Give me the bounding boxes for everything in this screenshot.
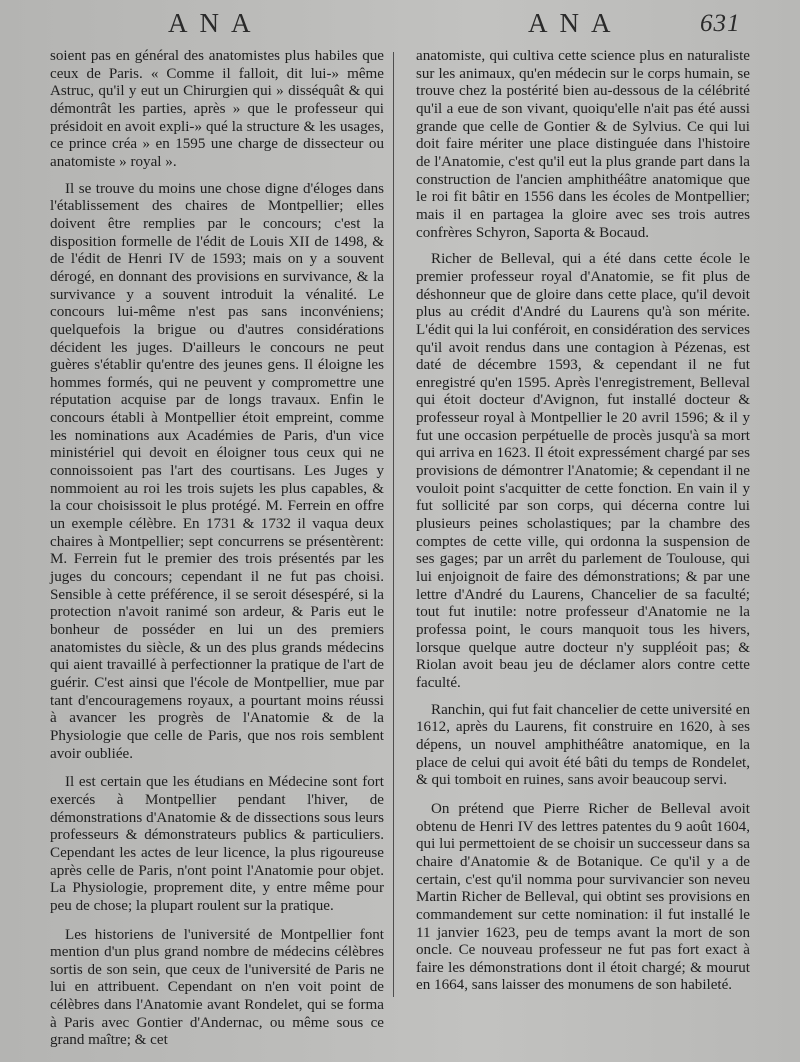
left-column (50, 48, 384, 1050)
right-paragraph-4: On prétend que Pierre Richer de Belleval avoit obtenu de Henri IV des lettres patentes du 9 août 1604, qui lui permettoient de se choisir un successeur dans sa chaire d'Anatomie & de Botanique. Ce qu'il y a de certain, c'est qu'il nomma pour survivancier son neveu Martin Richer de Belleval, qui obtint ses provisions en commandement sur cette nomination: il fut installé le 11 janvier 1623, peu de temps avant la mort de son oncle. Ce nouveau professeur ne fut pas fort exact à faire les démonstrations dont il étoit chargé; & mourut en 1664, sans laisser des monumens de son habileté. (416, 800, 750, 994)
header-left-title: ANA (168, 8, 263, 38)
left-paragraph-4: Les historiens de l'université de Montpellier font mention d'un plus grand nombre de médecins célèbres sortis de son sein, que ceux de l'université de Paris ne lui en attribuent. Cependant on n'en voit point de célèbres dans l'Anatomie avant Rondelet, qui se forma à Paris avec Gontier d'Andernac, ou même sous ce grand maître; & cet (50, 926, 384, 1049)
column-divider (393, 52, 394, 997)
right-paragraph-2: Richer de Belleval, qui a été dans cette école le premier professeur royal d'Anatomie, se fit plus de déshonneur que de gloire dans cette place, qu'il devoit plus au crédit d'André du Laurens qu'à son mérite. L'édit qui la lui conféroit, en considération des services qu'il avoit rendus dans une contagion à Pézenas, est daté de décembre 1593, & cependant il ne fut enregistré qu'en 1595. Après l'enregistrement, Belleval qui étoit docteur d'Avignon, fut installé docteur & professeur royal à Montpellier le 20 avril 1596; & il y fut une occasion perpétuelle de procès jusqu'à sa mort qui arriva en 1623. Il étoit expressément chargé par ses provisions de démontrer l'Anatomie; & cependant il ne vouloit point s'acquitter de cette fonction. En vain il y fut sollicité par son corps, qui décerna contre lui plusieurs peines scholastiques; par la chambre des comptes de cette ville, qui ordonna la suspension de ses gages; par un arrêt du parlement de Toulouse, qui lui enjoignoit de faire des démonstrations; & par une lettre d'André du Laurens, Chancelier de sa faculté; tout fut inutile: notre professeur d'Anatomie ne la professa point, le cours manquoit tous les hivers, lorsque quelque autre docteur n'y suppléoit pas; & Riolan avoit beau jeu de déclamer alors contre cette faculté. (416, 251, 750, 691)
running-header (0, 8, 800, 46)
left-paragraph-3: Il est certain que les étudians en Médecine sont fort exercés à Montpellier pendant l'hiver, de démonstrations d'Anatomie & de dissections sous leurs professeurs & démonstrateurs publics & particuliers. Cependant les actes de leur licence, la plus rigoureuse après celle de Paris, n'ont point l'Anatomie pour objet. La Physiologie, proprement dite, y entre même pour peu de chose; la plupart roulent sur la pratique. (50, 774, 384, 914)
right-paragraph-3: Ranchin, qui fut fait chancelier de cette université en 1612, après du Laurens, fit construire en 1620, à ses dépens, un nouvel amphithéâtre anatomique, en la place de celui qui avoit été bâti du temps de Rondelet, & qui tomboit en ruines, sans avoir beaucoup servi. (416, 701, 750, 789)
left-paragraph-1: soient pas en général des anatomistes plus habiles que ceux de Paris. « Comme il falloit, dit lui-» même Astruc, qu'il y eut un Chirurgien qui » disséquât & qui démontrât les parties, après » que le professeur qui présidoit en avoit expli-» qué la structure & les usages, ce prince créa » en 1595 une charge de dissecteur ou anatomiste » royal ». (50, 48, 384, 170)
right-paragraph-1: anatomiste, qui cultiva cette science plus en naturaliste sur les animaux, qu'en médecin sur le corps humain, se trouve chez la postérité bien au-dessous de la célébrité qu'il a eue de son vivant, quoiqu'elle n'ait pas été aussi grande que celle de Gontier & de Sylvius. Ce qui lui doit faire mériter une place distinguée dans l'histoire de l'Anatomie, c'est qu'il eut la plus grande part dans la construction de l'ancien amphithéâtre anatomique que le roi fit bâtir en 1556 dans les écoles de Montpellier; mais il en partagea la gloire avec ses trois autres confrères Schyron, Saporta & Bocaud. (416, 48, 750, 241)
right-column (416, 48, 750, 995)
left-paragraph-2: Il se trouve du moins une chose digne d'éloges dans l'établissement des chaires de Montpellier; elles doivent être remplies par le concours; c'est la disposition formelle de l'édit de Louis XII de 1498, & de l'édit de Henri IV de 1593; mais on y a souvent dérogé, en donnant des provisions en survivance, & la survivance y a souvent introduit la vénalité. Le concours lui-même n'est pas sans inconvéniens; quelquefois la brigue ou d'autres considérations décident les juges. D'ailleurs le concours ne peut guères s'établir qu'entre des jeunes gens. Il éloigne les hommes formés, qui ne peuvent y compromettre une réputation acquise par de longs travaux. Enfin le concours établi à Montpellier étoit empreint, comme les nominations aux Académies de Paris, d'un vice ministériel qui devoit en éloigner tous ceux qui ne connoissoient pas l'art des courtisans. Les Juges y nommoient au roi les trois sujets les plus capables, & la cour choisissoit le plus protégé. M. Ferrein en offre un exemple célèbre. En 1731 & 1732 il vaqua deux chaires à Montpellier; sept concurrens se présentèrent: M. Ferrein fut le premier des trois présentés par les juges du concours; cependant il ne fut pas choisi. Sensible à cette préférence, il se seroit désespéré, si la protection n'avoit ranimé son ardeur, & Paris eut le bonheur de posséder en lui un des premiers anatomistes du siècle, & un des plus grands médecins qui aient travaillé à perfectionner la pratique de l'art de guérir. C'est ainsi que l'école de Montpellier, mue par tant d'encouragemens royaux, a pourtant moins réussi à avancer les progrès de l'Anatomie & de la Physiologie que celle de Paris, que nos rois semblent avoir oubliée. (50, 180, 384, 762)
page-number: 631 (700, 10, 741, 37)
header-right-title: ANA (528, 8, 623, 38)
